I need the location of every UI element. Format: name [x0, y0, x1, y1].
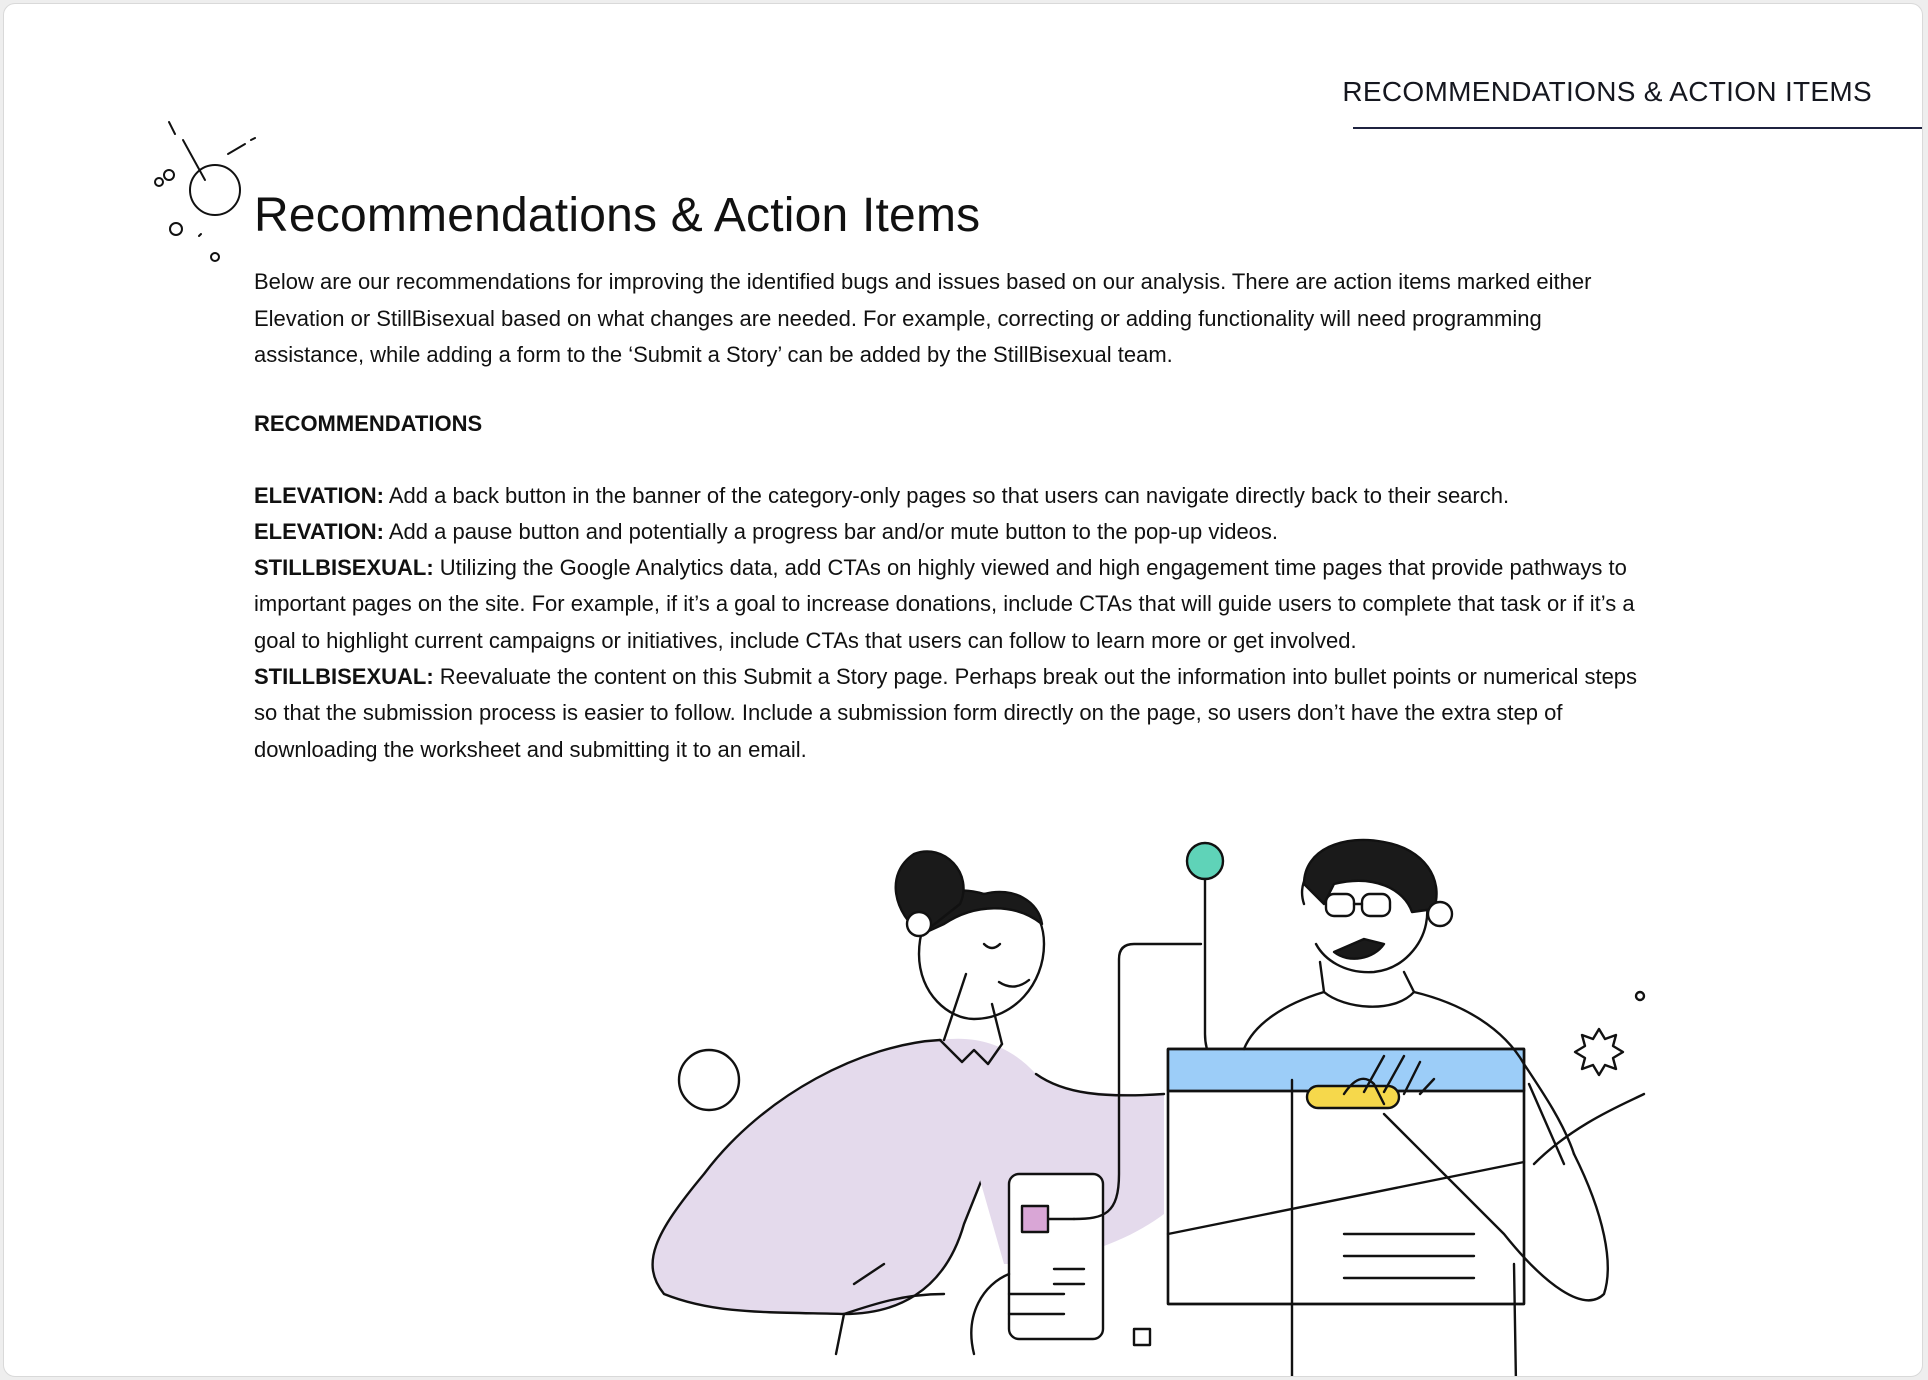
people-with-browser-illustration [644, 794, 1684, 1377]
recommendation-text: Add a pause button and potentially a progress bar and/or mute button to the pop-up videos. [383, 518, 1279, 544]
recommendation-item [254, 514, 1654, 550]
recommendation-item [254, 659, 1654, 768]
recommendation-text: Reevaluate the content on this Submit a Story page. Perhaps break out the information into bullet points or numerical steps so that the submission process is easier to follow. Include a submission form directly on the page, so users don’t have the extra step of downloading the worksheet and submitting it to an email. [254, 663, 1638, 762]
main-content [254, 186, 1654, 768]
page-title: Recommendations & Action Items [254, 189, 981, 242]
recommendation-text: Utilizing the Google Analytics data, add CTAs on highly viewed and high engagement time pages that provide pathways to important pages on the site. For example, if it’s a goal to increase donations, include CTAs that will guide users to complete that task or if it’s a goal to highlight current campaigns or initiatives, include CTAs that users can follow to learn more or get involved. [254, 555, 1635, 653]
doodle-circles-icon [139, 114, 259, 264]
intro-paragraph: Below are our recommendations for improving the identified bugs and issues based on our analysis. There are action items marked either Elevation or StillBisexual based on what changes are needed. For example, correcting or adding functionality will need programming assistance, while adding a form to the ‘Submit a Story’ can be added by the StillBisexual team. [254, 269, 1592, 367]
recommendation-item [254, 478, 1654, 514]
running-header: RECOMMENDATIONS & ACTION ITEMS [1342, 76, 1872, 107]
recommendation-text: Add a back button in the banner of the category-only pages so that users can navigate directly back to their search. [383, 482, 1510, 508]
recommendation-tag: ELEVATION: [254, 482, 384, 508]
recommendations-list [254, 478, 1654, 768]
recommendation-tag: ELEVATION: [254, 518, 384, 544]
document-page [3, 3, 1923, 1377]
recommendation-item [254, 550, 1654, 659]
recommendation-tag: STILLBISEXUAL: [254, 555, 434, 581]
header-rule [1353, 127, 1922, 129]
recommendation-tag: STILLBISEXUAL: [254, 663, 434, 689]
section-heading: RECOMMENDATIONS [254, 410, 483, 436]
